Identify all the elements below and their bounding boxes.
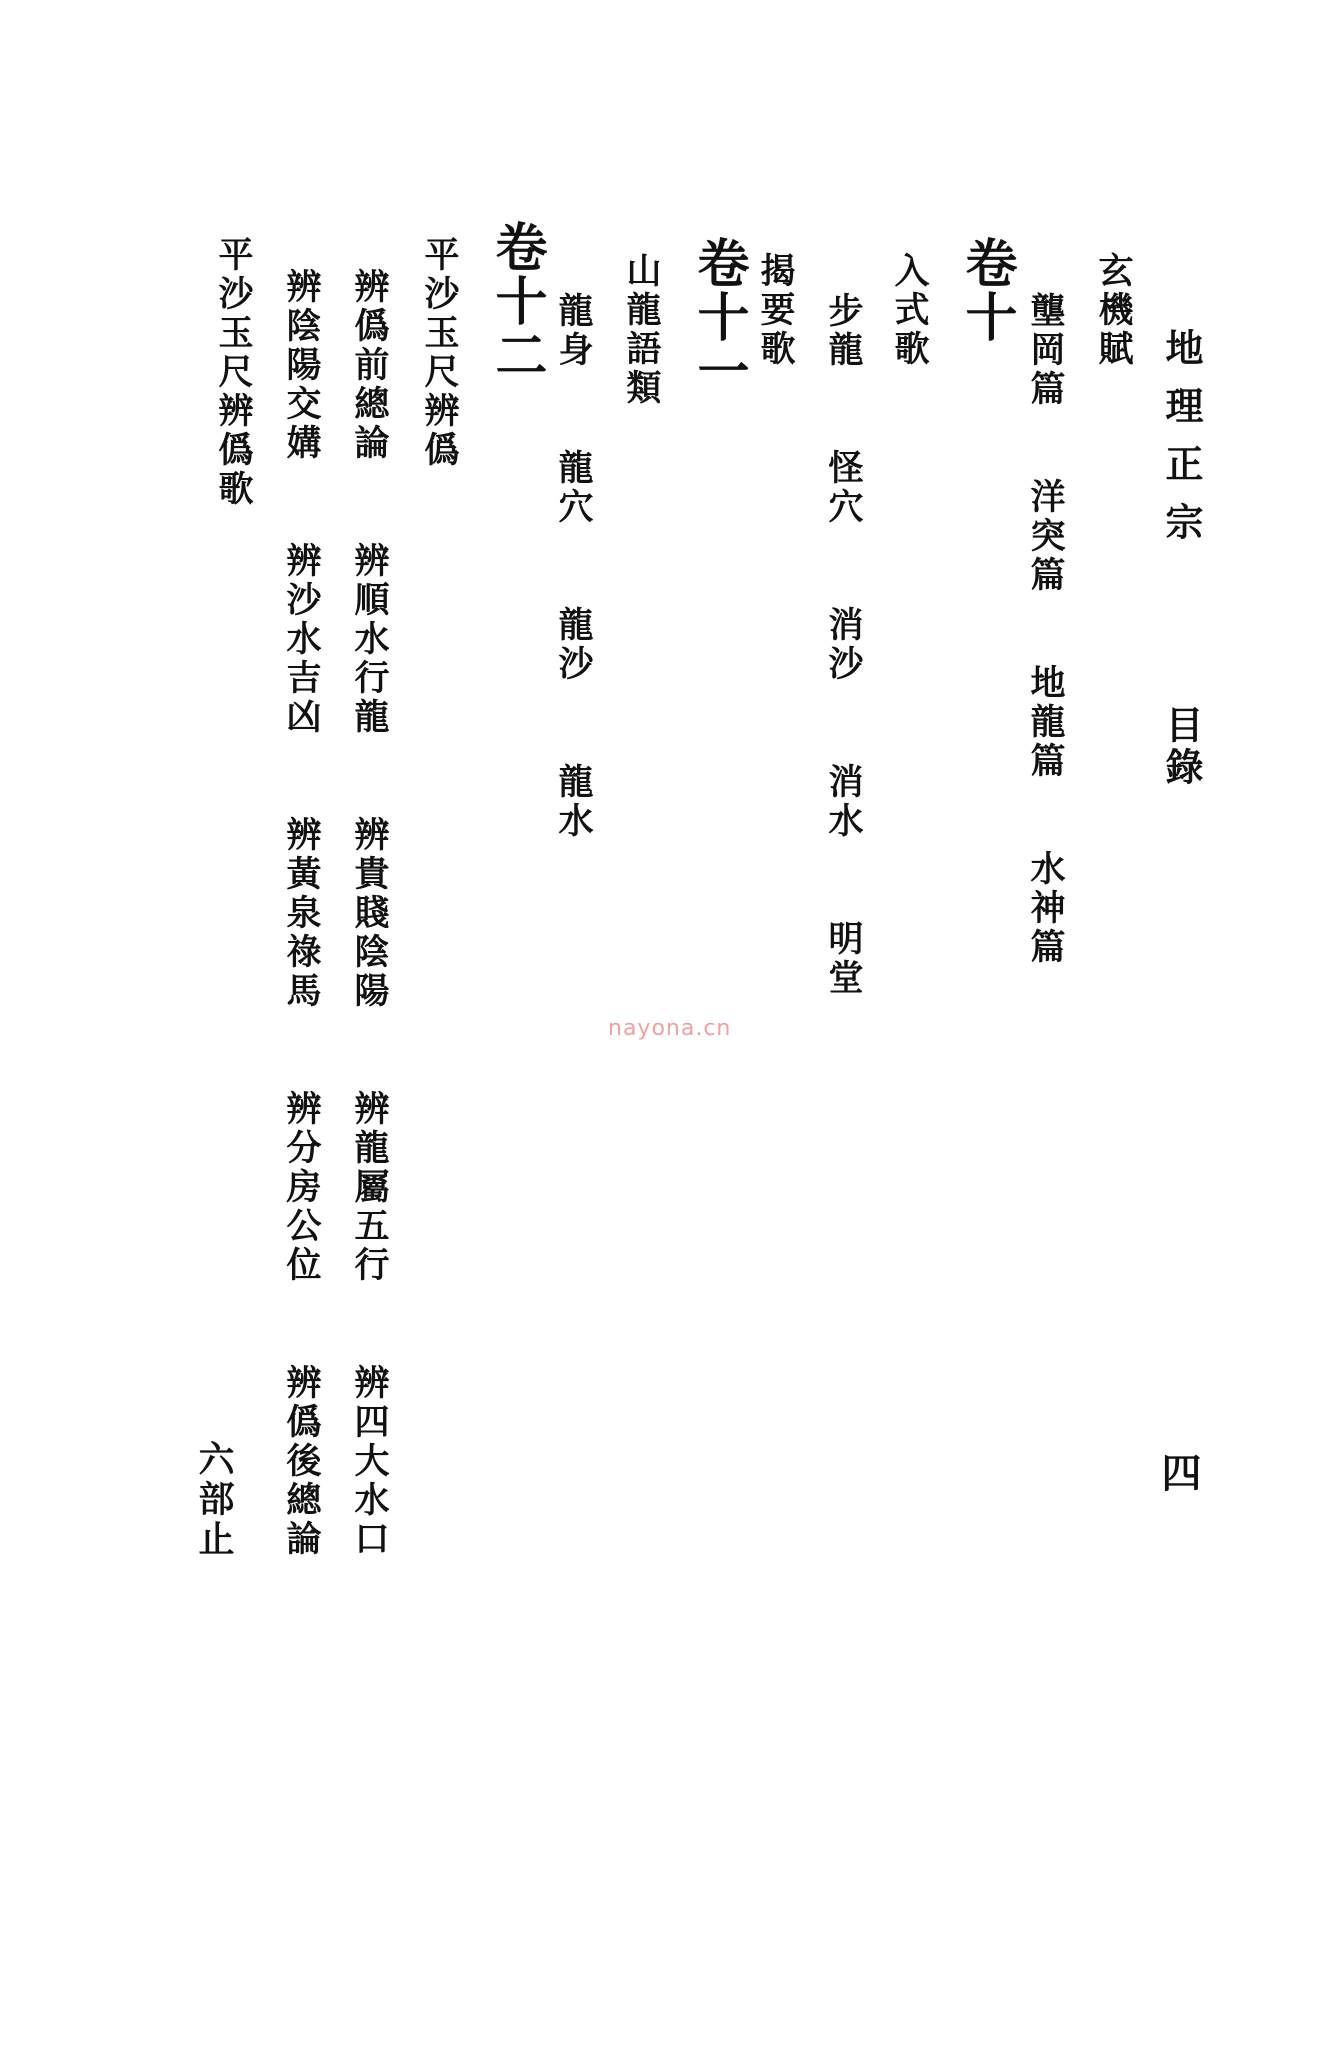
toc-entry-label: 山龍語類 bbox=[621, 252, 662, 408]
volume-heading-11 bbox=[688, 236, 749, 398]
volume-label: 卷十 bbox=[956, 236, 1017, 344]
toc-subentry: 辨僞後總論 bbox=[281, 1364, 322, 1559]
toc-subentry: 辨貴賤陰陽 bbox=[349, 816, 390, 1011]
section-title: 目錄 bbox=[1159, 705, 1204, 789]
toc-subentry: 洋突篇 bbox=[1025, 478, 1066, 595]
watermark-text: nayona.cn bbox=[608, 1016, 732, 1041]
toc-subentry: 辨龍屬五行 bbox=[349, 1090, 390, 1285]
toc-subentry: 龍沙 bbox=[553, 606, 594, 684]
toc-subentry: 龍身 bbox=[553, 292, 594, 370]
toc-entry-shanlong bbox=[621, 252, 662, 408]
toc-entry-label: 揭要歌 bbox=[755, 252, 796, 369]
toc-entry-bulong bbox=[823, 292, 864, 998]
toc-subentry: 地龍篇 bbox=[1025, 664, 1066, 781]
book-title-column bbox=[1159, 328, 1204, 789]
toc-entry-label: 入式歌 bbox=[889, 252, 930, 369]
toc-subentry: 壟岡篇 bbox=[1025, 292, 1066, 409]
toc-entry-bianwei-2 bbox=[281, 268, 322, 1559]
toc-entry-label: 平沙玉尺辨僞歌 bbox=[213, 236, 254, 509]
toc-subentry: 龍水 bbox=[553, 763, 594, 841]
toc-entry-xuanji bbox=[1093, 252, 1134, 369]
end-mark: 六部止 bbox=[193, 1440, 235, 1560]
volume-heading-12 bbox=[486, 220, 547, 382]
toc-subentry: 辨分房公位 bbox=[281, 1090, 322, 1285]
toc-subentry: 步龍 bbox=[823, 292, 864, 370]
volume-label: 卷十一 bbox=[688, 236, 749, 398]
toc-entry-label: 平沙玉尺辨僞 bbox=[419, 236, 460, 470]
toc-subentry: 辨四大水口 bbox=[349, 1364, 390, 1559]
book-title: 地理正宗 bbox=[1159, 328, 1204, 560]
volume-label: 卷十二 bbox=[486, 220, 547, 382]
toc-entry-longshen bbox=[553, 292, 594, 841]
toc-entry-vol10-sub bbox=[1025, 292, 1066, 967]
toc-subentry: 辨黃泉祿馬 bbox=[281, 816, 322, 1011]
page-number: 四 bbox=[1155, 1452, 1202, 1512]
toc-entry-label: 玄機賦 bbox=[1093, 252, 1134, 369]
toc-subentry: 明堂 bbox=[823, 920, 864, 998]
toc-subentry: 辨順水行龍 bbox=[349, 542, 390, 737]
toc-subentry: 消沙 bbox=[823, 606, 864, 684]
toc-entry-pingsha-song bbox=[213, 236, 254, 509]
toc-subentry: 水神篇 bbox=[1025, 850, 1066, 967]
toc-subentry: 辨陰陽交媾 bbox=[281, 268, 322, 463]
volume-heading-10 bbox=[956, 236, 1017, 344]
toc-subentry: 龍穴 bbox=[553, 449, 594, 527]
toc-entry-jieyao bbox=[755, 252, 796, 369]
toc-entry-pingsha-title bbox=[419, 236, 460, 470]
toc-subentry: 辨僞前總論 bbox=[349, 268, 390, 463]
toc-subentry: 辨沙水吉凶 bbox=[281, 542, 322, 737]
toc-entry-rushi bbox=[889, 252, 930, 369]
toc-entry-bianwei-1 bbox=[349, 268, 390, 1559]
toc-subentry: 怪穴 bbox=[823, 449, 864, 527]
toc-subentry: 消水 bbox=[823, 763, 864, 841]
